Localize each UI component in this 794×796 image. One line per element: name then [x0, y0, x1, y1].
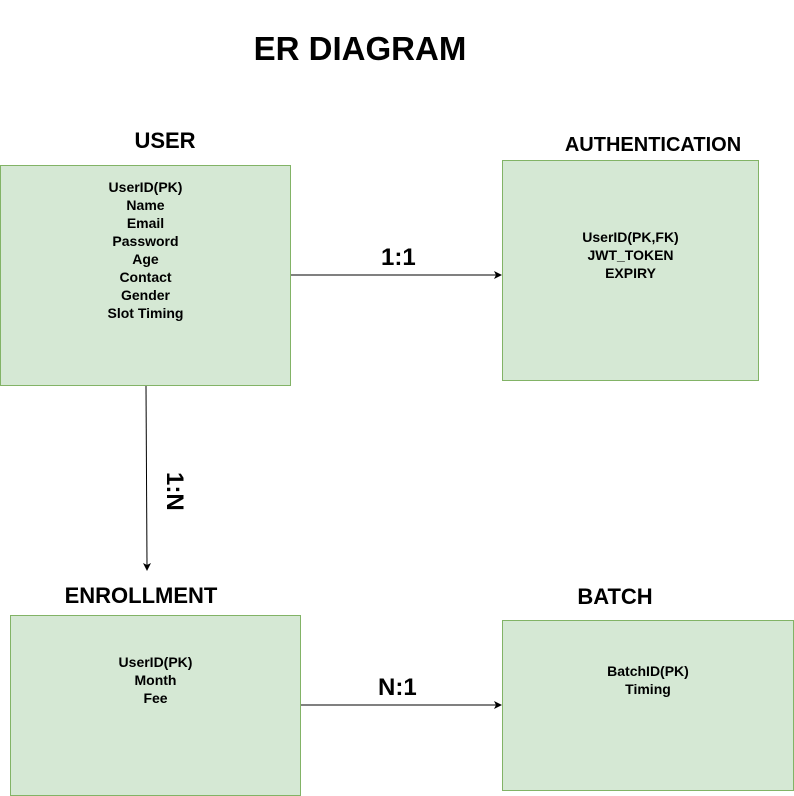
user-attr-gender: Gender	[120, 287, 170, 303]
authentication-attr-jwt-token: JWT_TOKEN	[587, 247, 674, 263]
authentication-entity-name: AUTHENTICATION	[564, 134, 742, 156]
user-attr-userid: UserID(PK)	[108, 179, 183, 195]
enrollment-attr-userid: UserID(PK)	[118, 654, 193, 670]
authentication-attr-expiry: EXPIRY	[605, 265, 656, 281]
enrollment-attr-month: Month	[134, 672, 177, 688]
user-attr-age: Age	[132, 251, 159, 267]
enrollment-batch-connector[interactable]	[301, 701, 502, 709]
user-attr-slot-timing: Slot Timing	[107, 305, 184, 321]
user-attr-email: Email	[126, 215, 165, 231]
cardinality-user-enrollment: 1:N	[161, 472, 188, 511]
user-attr-password: Password	[112, 233, 179, 249]
user-attr-contact: Contact	[119, 269, 172, 285]
batch-attr-batchid: BatchID(PK)	[607, 663, 689, 679]
user-enrollment-connector[interactable]	[143, 386, 151, 571]
authentication-attr-userid: UserID(PK,FK)	[582, 229, 679, 245]
cardinality-user-authentication: 1:1	[381, 244, 416, 271]
batch-entity-name: BATCH	[577, 584, 653, 609]
cardinality-enrollment-batch: N:1	[378, 674, 417, 701]
user-authentication-connector[interactable]	[291, 271, 502, 279]
diagram-title: ER DIAGRAM	[253, 30, 467, 67]
batch-attr-timing: Timing	[625, 681, 671, 697]
enrollment-entity-name: ENROLLMENT	[64, 583, 218, 608]
user-attr-name: Name	[126, 197, 165, 213]
user-entity-name: USER	[134, 128, 196, 153]
enrollment-attr-fee: Fee	[143, 690, 168, 706]
